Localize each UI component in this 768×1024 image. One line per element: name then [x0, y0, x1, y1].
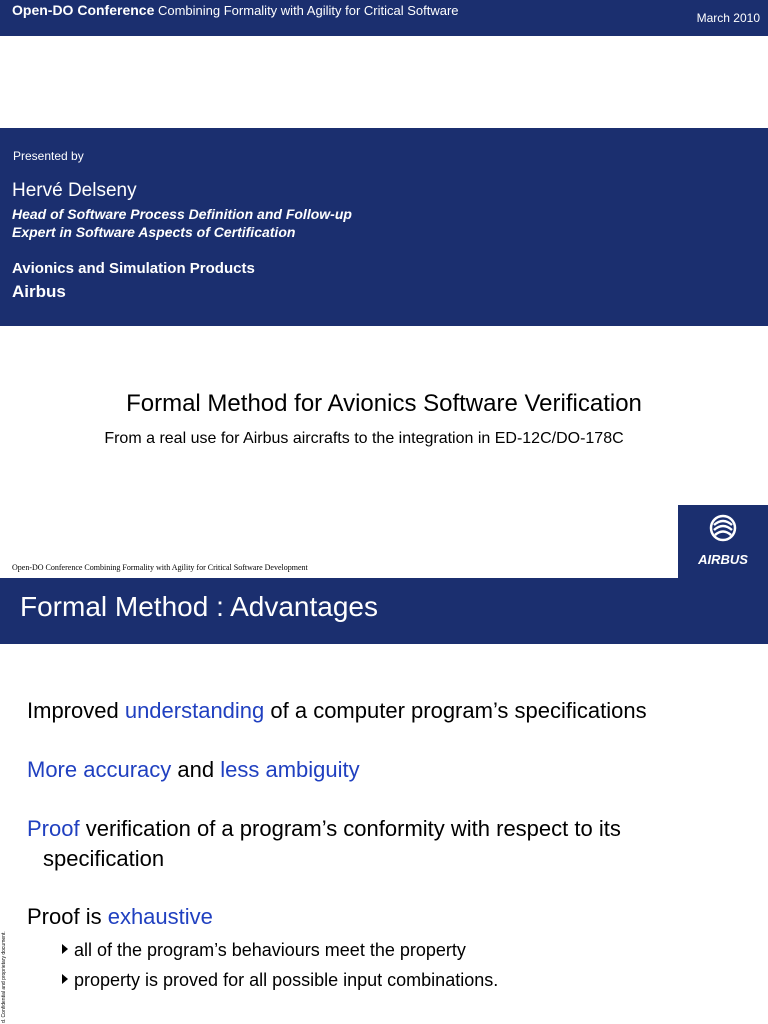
presenter-company: Airbus [12, 282, 66, 301]
highlight-text: understanding [124, 698, 265, 723]
triangle-bullet-icon [62, 944, 68, 954]
conference-date: March 2010 [696, 11, 760, 25]
bullet-understanding [27, 696, 647, 726]
advantages-title: Formal Method : Advantages [20, 591, 378, 622]
presented-by-label: Presented by [13, 149, 84, 163]
bullet-text: Improved [27, 698, 125, 723]
bullet-proof-verification [27, 814, 621, 844]
presenter-role-2: Expert in Software Aspects of Certification [12, 224, 296, 240]
sub-bullet-text: property is proved for all possible input combinations. [74, 970, 499, 990]
presenter-block [0, 128, 768, 326]
highlight-text: exhaustive [107, 904, 213, 929]
conference-title: Open-DO Conference [12, 2, 155, 18]
confidential-side-note: d. Confidential and proprietary document. [1, 931, 7, 1023]
sub-bullet-text: all of the program’s behaviours meet the property [74, 940, 466, 960]
bullet-text: verification of a program’s conformity with respect to its [79, 816, 621, 841]
conference-header-bar [0, 0, 768, 36]
advantages-header-bar [0, 578, 768, 644]
slide-subtitle: From a real use for Airbus aircrafts to the integration in ED-12C/DO-178C [104, 430, 624, 447]
highlight-text: More accuracy [27, 757, 172, 782]
presenter-name: Hervé Delseny [12, 180, 137, 201]
highlight-text: Proof [27, 816, 80, 841]
bullet-accuracy [27, 755, 360, 785]
highlight-text: less ambiguity [220, 757, 360, 782]
bullet-proof-exhaustive [27, 902, 213, 932]
conference-header [12, 3, 532, 18]
airbus-logo [678, 505, 768, 578]
conference-subtitle: Combining Formality with Agility for Critical Software [157, 3, 459, 18]
bullet-proof-verification-cont: specification [43, 846, 165, 871]
sub-bullet-inputs [62, 968, 498, 992]
slide-title: Formal Method for Avionics Software Verification [126, 390, 642, 417]
bullet-text: Proof is [27, 904, 108, 929]
airbus-logo-text: AIRBUS [698, 552, 748, 567]
bullet-text: and [171, 757, 221, 782]
presenter-role-1: Head of Software Process Definition and Follow-up [12, 206, 352, 222]
triangle-bullet-icon [62, 974, 68, 984]
slide-footer: Open-DO Conference Combining Formality with Agility for Critical Software Development [12, 563, 308, 572]
sub-bullet-behaviours [62, 938, 466, 962]
bullet-text: of a computer program’s specifications [264, 698, 647, 723]
airbus-swirl-icon [708, 513, 738, 543]
presenter-division: Avionics and Simulation Products [12, 260, 255, 277]
